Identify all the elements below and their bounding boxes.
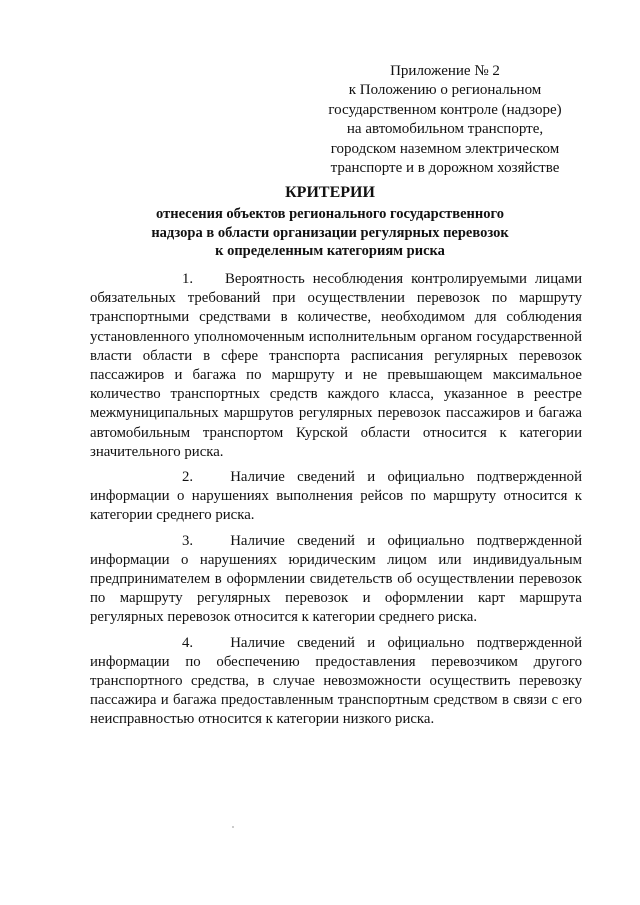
document-subtitle [80, 205, 580, 261]
criterion-paragraph [90, 270, 582, 462]
appendix-line: государственном контроле (надзоре) [328, 101, 562, 118]
appendix-line: к Положению о региональном [348, 82, 542, 99]
appendix-line: транспорте и в дорожном хозяйстве [330, 160, 560, 177]
criterion-number: 2. [182, 469, 194, 486]
criterion-text: Наличие сведений и официально подтвержденной информации по обеспечению предоставления перевозчиком другого транспортного средства, в случае невозможности осуществить перевозку пассажира и багажа предоставленным транспортным средством в связи с его неисправностью относится к категории низкого риска. [90, 634, 582, 728]
criteria-list [90, 270, 582, 736]
document-title: КРИТЕРИИ [285, 184, 375, 201]
subtitle-line: к определенным категориям риска [215, 243, 445, 259]
scan-speck [232, 826, 234, 828]
appendix-header [300, 62, 590, 178]
document-title-block [80, 183, 580, 261]
subtitle-line: отнесения объектов регионального государственного [156, 206, 504, 222]
criterion-paragraph [90, 634, 582, 730]
criterion-text: Наличие сведений и официально подтвержденной информации о нарушениях выполнения рейсов по маршруту относится к категории среднего риска. [90, 469, 582, 524]
criterion-number: 3. [182, 532, 194, 549]
criterion-number: 4. [182, 634, 194, 651]
appendix-line: на автомобильном транспорте, [346, 121, 544, 138]
subtitle-line: надзора в области организации регулярных перевозок [151, 224, 509, 241]
criterion-number: 1. [182, 271, 194, 287]
criterion-text: Вероятность несоблюдения контролируемыми лицами обязательных требований при осуществлении перевозок по маршруту транспортными средствами в количестве, необходимом для соблюдения установленного уполномоченным исполнительным органом государственной власти области в сфере транспорта расписания регулярных перевозок пассажиров и багажа по маршруту и не превышающем максимальное количество транспортных средств каждого класса, указанное в реестре межмуниципальных маршрутов регулярных перевозок пассажиров и багажа автомобильным транспортом Курской области относится к категории значительного риска. [90, 271, 583, 460]
appendix-line: Приложение № 2 [390, 63, 500, 79]
criterion-paragraph [90, 532, 582, 628]
criterion-text: Наличие сведений и официально подтвержденной информации о нарушениях юридическим лицом или индивидуальным предпринимателем в оформлении свидетельств об осуществлении перевозок по маршруту регулярных перевозок и оформлении карт маршрута регулярных перевозок относится к категории среднего риска. [90, 532, 582, 626]
appendix-line: городском наземном электрическом [330, 140, 560, 157]
criterion-paragraph [90, 468, 582, 526]
